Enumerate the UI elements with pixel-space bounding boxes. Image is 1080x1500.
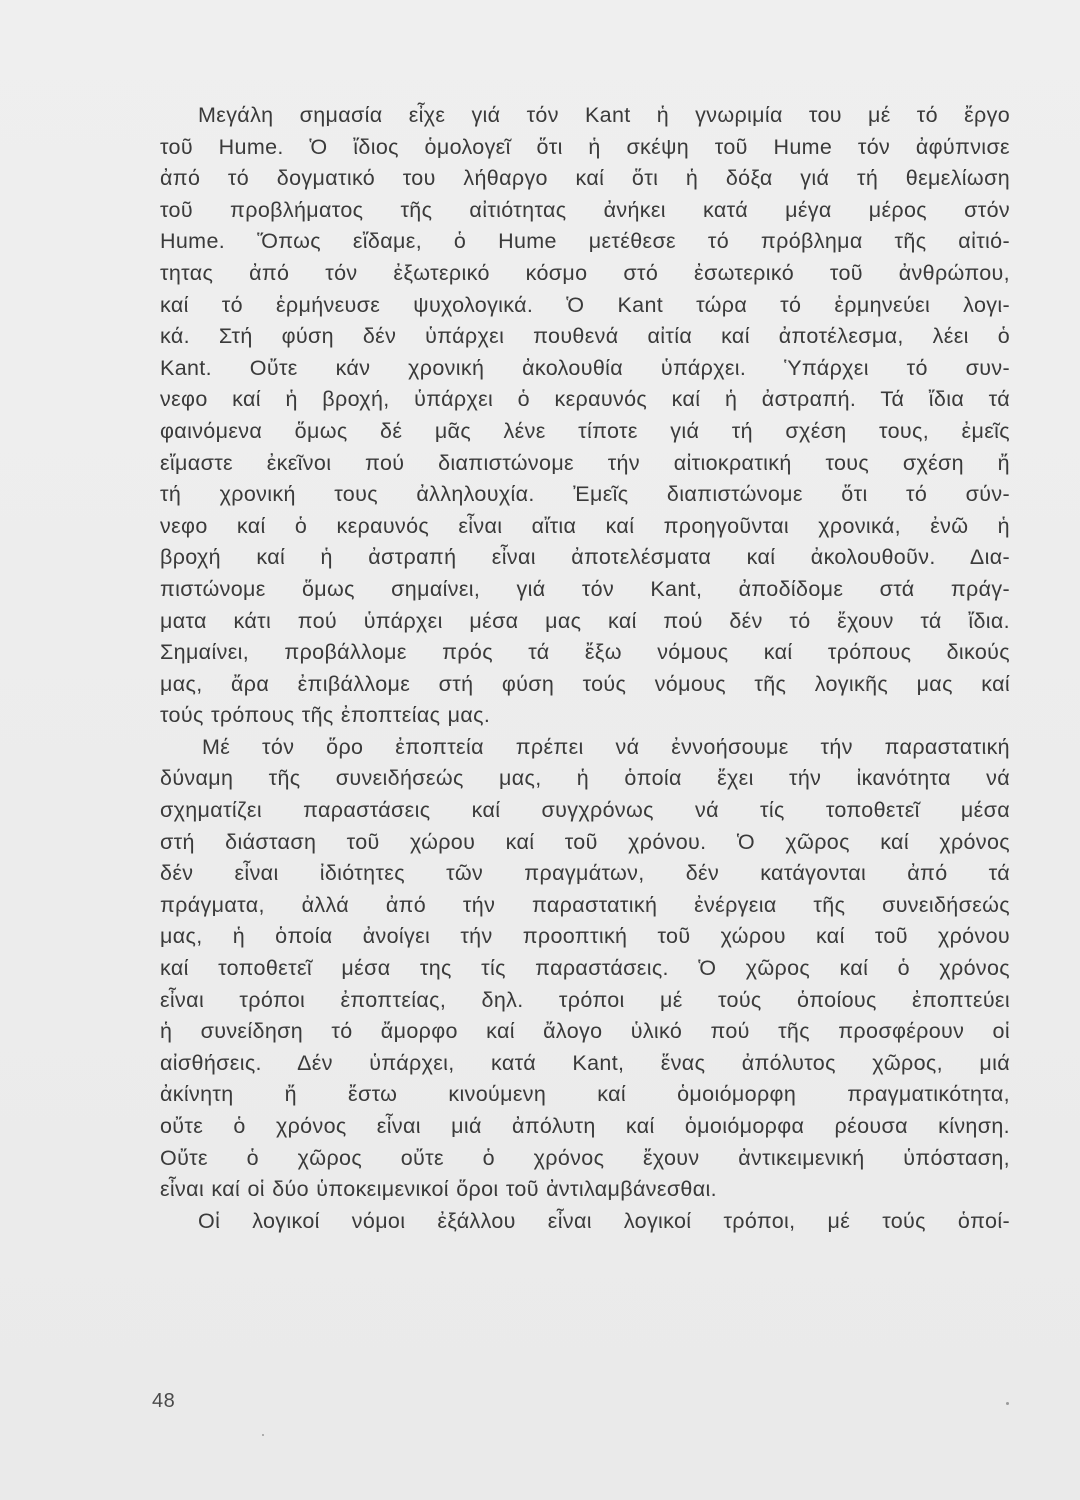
- text-line: κά. Στή φύση δέν ὑπάρχει πουθενά αἰτία καί ἀποτέλεσμα, λέει ὁ: [160, 324, 1010, 349]
- page-number: 48: [152, 1390, 176, 1412]
- text-line: δύναμη τῆς συνειδήσεώς μας, ἡ ὁποία ἔχει τήν ἰκανότητα νά: [160, 766, 1010, 791]
- text-line: τοῦ προβλήματος τῆς αἰτιότητας ἀνήκει κατά μέγα μέρος στόν: [160, 197, 1010, 222]
- text-line: Οὔτε ὁ χῶρος οὔτε ὁ χρόνος ἔχουν ἀντικειμενική ὑπόσταση,: [160, 1145, 1010, 1170]
- text-line: ἀκίνητη ἤ ἔστω κινούμενη καί ὁμοιόμορφη πραγματικότητα,: [160, 1082, 1010, 1107]
- text-line: τοῦ Hume. Ὁ ἴδιος ὁμολογεῖ ὅτι ἡ σκέψη τοῦ Hume τόν ἀφύπνισε: [160, 134, 1010, 159]
- text-line: τητας ἀπό τόν ἐξωτερικό κόσμο στό ἐσωτερικό τοῦ ἀνθρώπου,: [160, 260, 1010, 285]
- text-line: μας, ἄρα ἐπιβάλλομε στή φύση τούς νόμους τῆς λογικῆς μας καί: [160, 671, 1010, 696]
- paper-speck: [262, 1434, 264, 1436]
- text-line: Hume. Ὅπως εἴδαμε, ὁ Hume μετέθεσε τό πρόβλημα τῆς αἰτιό-: [160, 229, 1010, 254]
- text-line: εἶναι τρόποι ἐποπτείας, δηλ. τρόποι μέ τούς ὁποίους ἐποπτεύει: [160, 987, 1010, 1012]
- text-line: ματα κάτι πού ὑπάρχει μέσα μας καί πού δέν τό ἔχουν τά ἴδια.: [160, 608, 1010, 633]
- text-line-paragraph-2-start: Μέ τόν ὅρο ἐποπτεία πρέπει νά ἐννοήσουμε τήν παραστατική: [202, 734, 1010, 759]
- text-line-paragraph-2-end: εἶναι καί οἱ δύο ὑποκειμενικοί ὅροι τοῦ ἀντιλαμβάνεσθαι.: [160, 1177, 717, 1202]
- text-line: στή διάσταση τοῦ χώρου καί τοῦ χρόνου. Ὁ χῶρος καί χρόνος: [160, 829, 1010, 854]
- text-line-paragraph-1-end: τούς τρόπους τῆς ἐποπτείας μας.: [160, 703, 491, 728]
- text-line: καί τό ἑρμήνευσε ψυχολογικά. Ὁ Kant τώρα τό ἑρμηνεύει λογι-: [160, 292, 1010, 317]
- text-line: Kant. Οὔτε κάν χρονική ἀκολουθία ὑπάρχει. Ὑπάρχει τό συν-: [160, 355, 1010, 380]
- text-line-paragraph-1-start: Μεγάλη σημασία εἶχε γιά τόν Kant ἡ γνωριμία του μέ τό ἔργο: [198, 103, 1010, 127]
- text-line: πράγματα, ἀλλά ἀπό τήν παραστατική ἐνέργεια τῆς συνειδήσεώς: [160, 892, 1010, 917]
- text-line: μας, ἡ ὁποία ἀνοίγει τήν προοπτική τοῦ χώρου καί τοῦ χρόνου: [160, 924, 1010, 949]
- body-text: [160, 100, 1010, 1237]
- text-line: τή χρονική τους ἀλληλουχία. Ἐμεῖς διαπιστώνομε ὅτι τό σύν-: [160, 482, 1010, 507]
- text-line: καί τοποθετεῖ μέσα της τίς παραστάσεις. Ὁ χῶρος καί ὁ χρόνος: [160, 956, 1010, 981]
- text-line: οὔτε ὁ χρόνος εἶναι μιά ἀπόλυτη καί ὁμοιόμορφα ρέουσα κίνηση.: [160, 1114, 1010, 1138]
- text-line: βροχή καί ἡ ἀστραπή εἶναι ἀποτελέσματα καί ἀκολουθοῦν. Δια-: [160, 545, 1010, 570]
- text-line: πιστώνομε ὅμως σημαίνει, γιά τόν Kant, ἀποδίδομε στά πράγ-: [160, 576, 1010, 601]
- text-line: ἡ συνείδηση τό ἄμορφο καί ἄλογο ὑλικό πού τῆς προσφέρουν οἱ: [160, 1019, 1010, 1044]
- text-line: εἴμαστε ἐκεῖνοι πού διαπιστώνομε τήν αἰτιοκρατική τους σχέση ἤ: [160, 450, 1010, 475]
- text-line: νεφο καί ὁ κεραυνός εἶναι αἴτια καί προηγοῦνται χρονικά, ἐνῶ ἡ: [160, 513, 1010, 538]
- text-line: Σημαίνει, προβάλλομε πρός τά ἔξω νόμους καί τρόπους δικούς: [160, 640, 1010, 665]
- text-line: σχηματίζει παραστάσεις καί συγχρόνως νά τίς τοποθετεῖ μέσα: [160, 798, 1010, 823]
- text-line: αἰσθήσεις. Δέν ὑπάρχει, κατά Kant, ἕνας ἀπόλυτος χῶρος, μιά: [160, 1050, 1010, 1075]
- text-line: νεφο καί ἡ βροχή, ὑπάρχει ὁ κεραυνός καί ἡ ἀστραπή. Τά ἴδια τά: [160, 387, 1010, 412]
- text-line: ἀπό τό δογματικό του λήθαργο καί ὅτι ἡ δόξα γιά τή θεμελίωση: [160, 166, 1010, 191]
- text-line: φαινόμενα ὅμως δέ μᾶς λένε τίποτε γιά τή σχέση τους, ἐμεῖς: [160, 418, 1010, 443]
- paper-speck: [1006, 1402, 1009, 1405]
- text-line: δέν εἶναι ἰδιότητες τῶν πραγμάτων, δέν κατάγονται ἀπό τά: [160, 861, 1010, 886]
- text-line-paragraph-3-start: Οἱ λογικοί νόμοι ἐξάλλου εἶναι λογικοί τρόποι, μέ τούς ὁποί-: [198, 1208, 1010, 1233]
